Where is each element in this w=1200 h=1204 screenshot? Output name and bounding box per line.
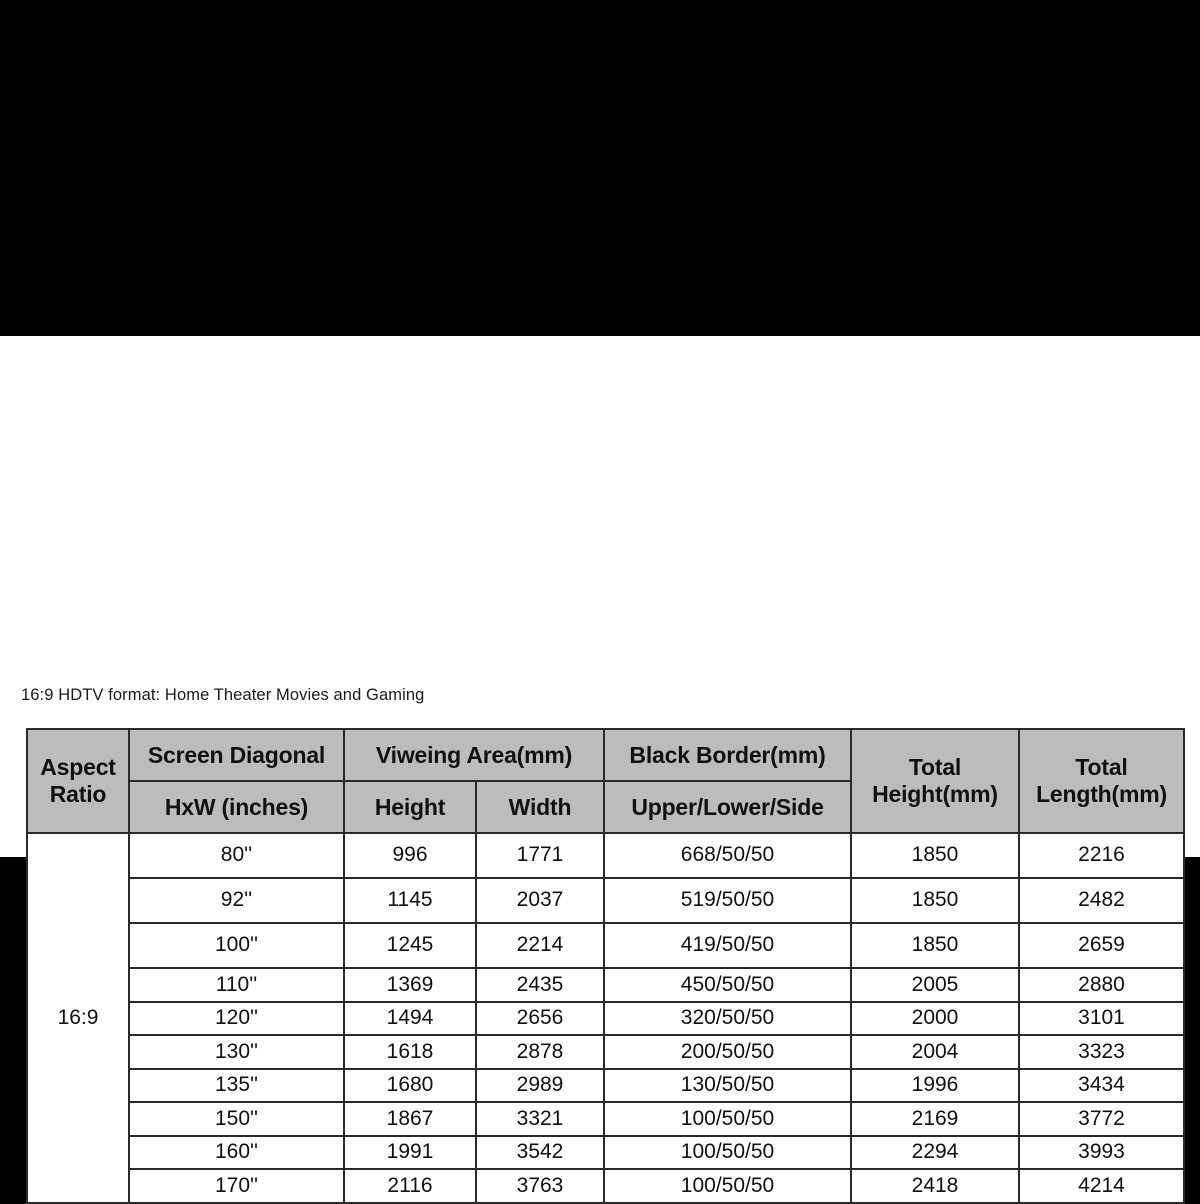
cell-total-height: 2004 xyxy=(851,1035,1019,1069)
cell-screen-diagonal: 150'' xyxy=(129,1102,344,1136)
cell-screen-diagonal: 130'' xyxy=(129,1035,344,1069)
cell-total-length: 3434 xyxy=(1019,1069,1184,1103)
cell-viewing-height: 1145 xyxy=(344,878,476,923)
cell-total-height: 1850 xyxy=(851,833,1019,878)
table-row xyxy=(27,1069,1184,1103)
page-title: 16:9 HDTV format: Home Theater Movies and Gaming xyxy=(21,686,425,704)
header-total-length xyxy=(1019,729,1184,833)
cell-screen-diagonal: 160'' xyxy=(129,1136,344,1170)
cell-screen-diagonal: 170'' xyxy=(129,1169,344,1203)
cell-total-height: 2418 xyxy=(851,1169,1019,1203)
document-band xyxy=(0,336,1200,1197)
cell-total-length: 2659 xyxy=(1019,923,1184,968)
cell-total-length: 2482 xyxy=(1019,878,1184,923)
header-total-height xyxy=(851,729,1019,833)
cell-black-border: 130/50/50 xyxy=(604,1069,851,1103)
header-aspect-ratio-line2: Ratio xyxy=(49,781,107,807)
cell-black-border: 450/50/50 xyxy=(604,968,851,1002)
header-viewing-area-width: Width xyxy=(476,781,604,833)
header-black-border: Black Border(mm) xyxy=(604,729,851,781)
cell-total-length: 4214 xyxy=(1019,1169,1184,1203)
cell-total-height: 2000 xyxy=(851,1002,1019,1036)
header-black-border-sub: Upper/Lower/Side xyxy=(604,781,851,833)
cell-viewing-height: 1680 xyxy=(344,1069,476,1103)
cell-viewing-width: 1771 xyxy=(476,833,604,878)
header-screen-diagonal: Screen Diagonal xyxy=(129,729,344,781)
cell-black-border: 100/50/50 xyxy=(604,1136,851,1170)
cell-total-length: 3101 xyxy=(1019,1002,1184,1036)
table-row xyxy=(27,1002,1184,1036)
cell-viewing-width: 3542 xyxy=(476,1136,604,1170)
cell-total-height: 2294 xyxy=(851,1136,1019,1170)
cell-black-border: 320/50/50 xyxy=(604,1002,851,1036)
cell-black-border: 200/50/50 xyxy=(604,1035,851,1069)
cell-viewing-width: 2878 xyxy=(476,1035,604,1069)
spec-table-container xyxy=(26,728,1183,1204)
cell-total-length: 2216 xyxy=(1019,833,1184,878)
header-total-length-line2: Length(mm) xyxy=(1036,781,1167,807)
cell-total-height: 2169 xyxy=(851,1102,1019,1136)
screen-size-spec-table xyxy=(26,728,1185,1204)
cell-viewing-width: 2214 xyxy=(476,923,604,968)
header-screen-diagonal-sub: HxW (inches) xyxy=(129,781,344,833)
cell-total-height: 1850 xyxy=(851,923,1019,968)
cell-viewing-width: 2435 xyxy=(476,968,604,1002)
cell-viewing-height: 1369 xyxy=(344,968,476,1002)
cell-total-height: 1996 xyxy=(851,1069,1019,1103)
cell-total-length: 2880 xyxy=(1019,968,1184,1002)
cell-total-length: 3993 xyxy=(1019,1136,1184,1170)
cell-viewing-width: 2037 xyxy=(476,878,604,923)
cell-black-border: 668/50/50 xyxy=(604,833,851,878)
cell-viewing-height: 1991 xyxy=(344,1136,476,1170)
header-viewing-area: Viweing Area(mm) xyxy=(344,729,604,781)
table-row xyxy=(27,1136,1184,1170)
cell-screen-diagonal: 120'' xyxy=(129,1002,344,1036)
table-header-row-top xyxy=(27,729,1184,781)
cell-screen-diagonal: 80'' xyxy=(129,833,344,878)
cell-screen-diagonal: 100'' xyxy=(129,923,344,968)
cell-screen-diagonal: 92'' xyxy=(129,878,344,923)
header-total-length-line1: Total xyxy=(1075,754,1128,780)
cell-viewing-height: 2116 xyxy=(344,1169,476,1203)
cell-viewing-height: 1867 xyxy=(344,1102,476,1136)
cell-black-border: 100/50/50 xyxy=(604,1102,851,1136)
cell-viewing-width: 3321 xyxy=(476,1102,604,1136)
cell-screen-diagonal: 135'' xyxy=(129,1069,344,1103)
table-row xyxy=(27,923,1184,968)
cell-black-border: 100/50/50 xyxy=(604,1169,851,1203)
cell-viewing-height: 1494 xyxy=(344,1002,476,1036)
header-total-height-line2: Height(mm) xyxy=(872,781,998,807)
header-aspect-ratio-line1: Aspect xyxy=(40,754,116,780)
table-row xyxy=(27,1169,1184,1203)
table-row xyxy=(27,878,1184,923)
cell-black-border: 519/50/50 xyxy=(604,878,851,923)
cell-viewing-width: 3763 xyxy=(476,1169,604,1203)
cell-total-height: 1850 xyxy=(851,878,1019,923)
cell-total-length: 3772 xyxy=(1019,1102,1184,1136)
table-row xyxy=(27,833,1184,878)
cell-total-length: 3323 xyxy=(1019,1035,1184,1069)
header-viewing-area-height: Height xyxy=(344,781,476,833)
cell-viewing-width: 2656 xyxy=(476,1002,604,1036)
cell-viewing-width: 2989 xyxy=(476,1069,604,1103)
cell-viewing-height: 1245 xyxy=(344,923,476,968)
table-row xyxy=(27,1035,1184,1069)
cell-screen-diagonal: 110'' xyxy=(129,968,344,1002)
table-row xyxy=(27,968,1184,1002)
header-total-height-line1: Total xyxy=(908,754,962,780)
cell-viewing-height: 996 xyxy=(344,833,476,878)
cell-aspect-ratio: 16:9 xyxy=(27,833,129,1203)
cell-total-height: 2005 xyxy=(851,968,1019,1002)
header-aspect-ratio xyxy=(27,729,129,833)
cell-viewing-height: 1618 xyxy=(344,1035,476,1069)
cell-black-border: 419/50/50 xyxy=(604,923,851,968)
table-row xyxy=(27,1102,1184,1136)
